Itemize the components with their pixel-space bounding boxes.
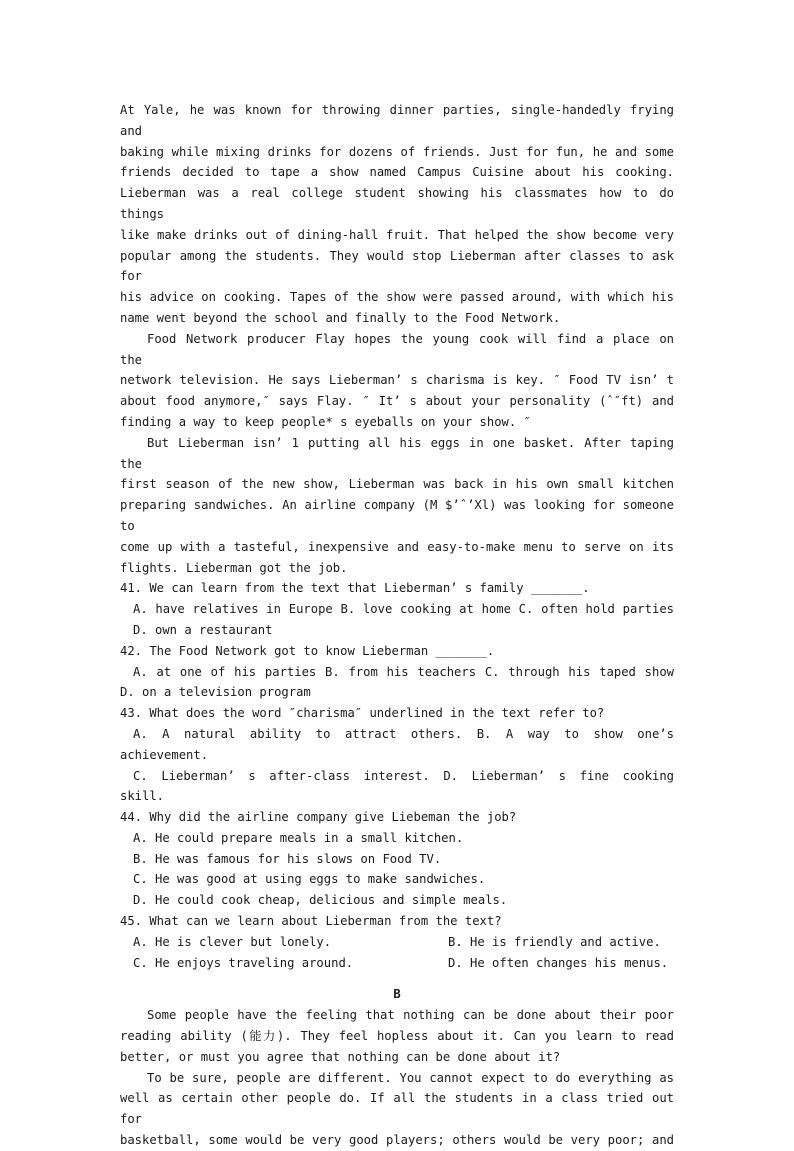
question-option-b: B. He is friendly and active.	[448, 934, 661, 949]
text-line: reading ability (能力). They feel hopless about it. Can you learn to read	[120, 1029, 674, 1044]
question-stem: 45. What can we learn about Lieberman from the text?	[120, 914, 502, 929]
section-heading-b: B	[393, 987, 401, 1002]
question-stem: 43. What does the word ″charisma″ underlined in the text refer to?	[120, 706, 605, 721]
question-option: D. own a restaurant	[133, 622, 273, 637]
text-line: At Yale, he was known for throwing dinner parties, single-handedly frying and	[120, 103, 674, 138]
text-line: Lieberman was a real college student showing his classmates how to do things	[120, 186, 674, 221]
question-option-a: A. He is clever but lonely.	[133, 934, 332, 949]
text-line: well as certain other people do. If all the students in a class tried out for	[120, 1091, 674, 1127]
question-stem: 42. The Food Network got to know Lieberman _______.	[120, 643, 495, 658]
text-line: name went beyond the school and finally to the Food Network.	[120, 310, 561, 325]
question-42	[120, 641, 674, 703]
question-option: D. on a television program	[120, 685, 311, 700]
question-options-row	[120, 953, 674, 974]
text-line: friends decided to tape a show named Campus Cuisine about his cooking.	[120, 165, 674, 180]
text-line: Some people have the feeling that nothing can be done about their poor	[147, 1008, 674, 1023]
question-option-c: C. He enjoys traveling around.	[133, 955, 354, 970]
text-line: about food anymore,″ says Flay. ″ It’ s about your personality (ˆ″ft) and	[120, 394, 674, 409]
question-options: A. at one of his parties B. from his teachers C. through his taped show	[133, 664, 674, 679]
question-stem: 44. Why did the airline company give Liebeman the job?	[120, 810, 517, 825]
document-page	[120, 100, 674, 1151]
question-option-d: D. He could cook cheap, delicious and simple meals.	[133, 893, 508, 908]
question-options: A. have relatives in Europe B. love cooking at home C. often hold parties	[133, 602, 674, 617]
text-line: come up with a tasteful, inexpensive and easy-to-make menu to serve on its	[120, 539, 674, 554]
text-line: his advice on cooking. Tapes of the show were passed around, with which his	[120, 290, 674, 305]
text-line: first season of the new show, Lieberman was back in his own small kitchen	[120, 477, 674, 492]
text-line: baking while mixing drinks for dozens of friends. Just for fun, he and some	[120, 144, 674, 159]
text-line: But Lieberman isn’ 1 putting all his eggs in one basket. After taping the	[120, 435, 674, 471]
text-line: Food Network producer Flay hopes the young cook will find a place on the	[120, 331, 674, 367]
question-44	[120, 807, 674, 911]
text-line: To be sure, people are different. You cannot expect to do everything as	[147, 1070, 674, 1085]
question-45	[120, 911, 674, 973]
text-line: finding a way to keep people* s eyeballs on your show. ″	[120, 414, 531, 429]
passage-a-paragraph-1	[120, 100, 674, 329]
question-41	[120, 578, 674, 640]
passage-b-paragraph-1	[120, 1005, 674, 1067]
text-line: flights. Lieberman got the job.	[120, 560, 348, 575]
text-line: better, or must you agree that nothing can be done about it?	[120, 1049, 561, 1064]
question-option-continuation: skill.	[120, 789, 165, 804]
question-option-a: A. He could prepare meals in a small kitchen.	[133, 830, 464, 845]
text-line: network television. He says Lieberman’ s charisma is key. ″ Food TV isn’ t	[120, 373, 674, 388]
passage-a-paragraph-2	[120, 329, 674, 433]
text-line: like make drinks out of dining-hall fruit. That helped the show become very	[120, 227, 674, 242]
question-options: C. Lieberman’ s after-class interest. D. Lieberman’ s fine cooking	[133, 768, 674, 783]
question-option-c: C. He was good at using eggs to make sandwiches.	[133, 872, 486, 887]
question-stem: 41. We can learn from the text that Lieberman’ s family _______.	[120, 581, 590, 596]
passage-b-paragraph-2	[120, 1068, 674, 1151]
question-option-continuation: achievement.	[120, 747, 209, 762]
question-options: A. A natural ability to attract others. B. A way to show one’s	[133, 726, 674, 741]
text-line: basketball, some would be very good players; others would be very poor; and	[120, 1133, 674, 1148]
passage-a-paragraph-3	[120, 433, 674, 579]
question-options-row	[120, 932, 674, 953]
question-43	[120, 703, 674, 807]
question-option-d: D. He often changes his menus.	[448, 955, 669, 970]
text-line: preparing sandwiches. An airline company (M $’ˆ’Xl) was looking for someone to	[120, 498, 674, 533]
question-option-b: B. He was famous for his slows on Food TV.	[133, 851, 442, 866]
text-line: popular among the students. They would stop Lieberman after classes to ask for	[120, 248, 674, 284]
